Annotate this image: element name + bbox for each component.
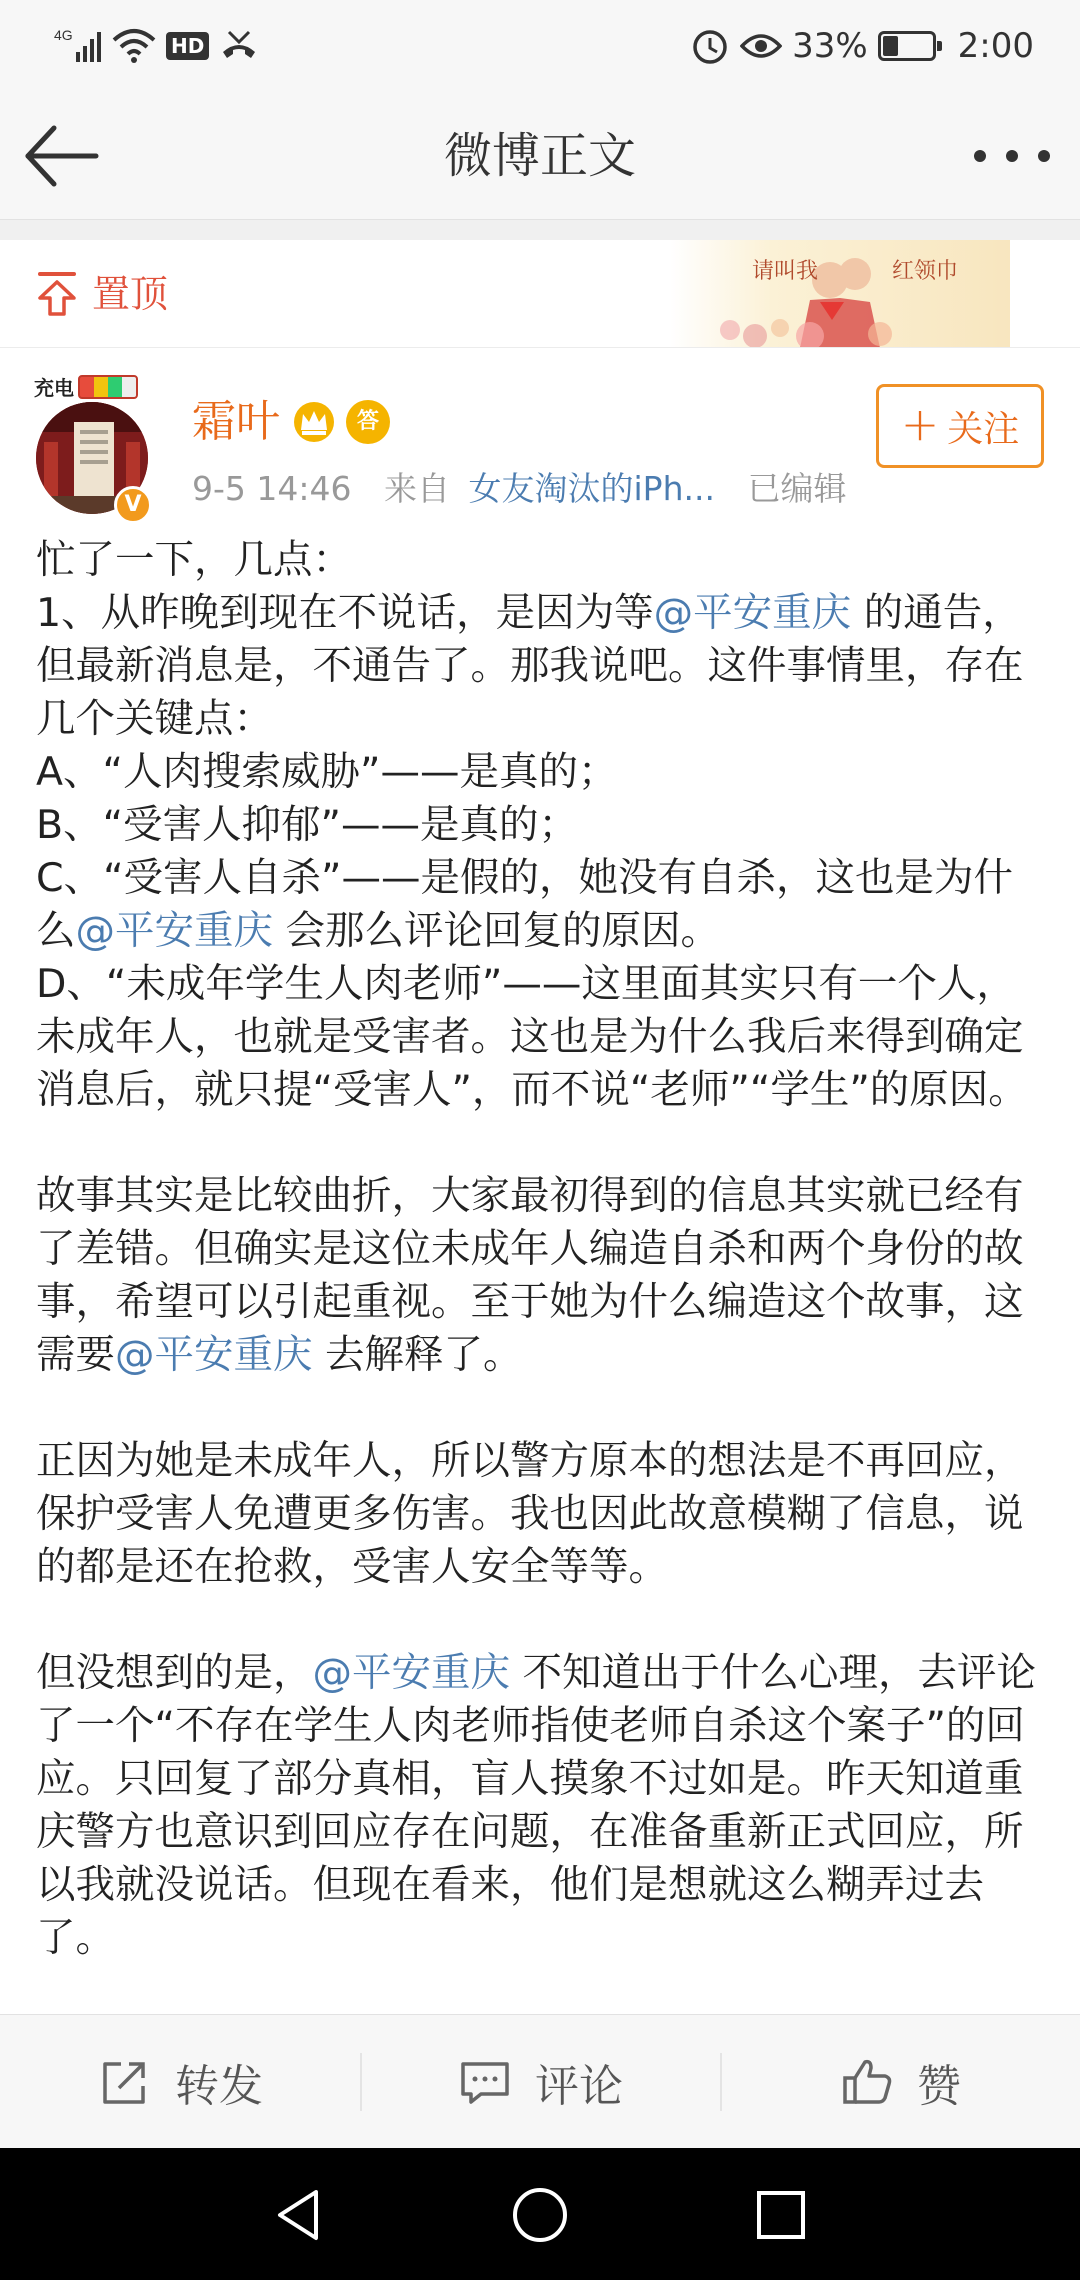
- post-meta: [192, 466, 846, 512]
- post-text: 故事其实是比较曲折，大家最初得到的信息其实就已经有了差错。但确实是这位未成年人编造自杀和两个身份的故事，希望可以引起重视。至于她为什么编造这个故事，这需要: [36, 1173, 1024, 1378]
- post-text: 1、从昨晚到现在不说话，是因为等: [36, 590, 654, 636]
- post-paragraph: [36, 1647, 1046, 1965]
- comment-icon: [457, 2054, 513, 2110]
- banner-text-right: 红领巾: [892, 259, 959, 284]
- answer-badge-icon[interactable]: 答: [346, 400, 390, 444]
- post-text: B、“受害人抑郁”——是真的；: [36, 802, 579, 848]
- action-bar: [0, 2014, 1080, 2148]
- charge-tag: [34, 372, 138, 401]
- post-text: 的通告，但最新消息是，不通告了。那我说吧。这件事情里，存在几个关键点：: [36, 590, 1024, 742]
- nav-home-circle-icon[interactable]: [509, 2184, 571, 2246]
- post-text: 会那么评论回复的原因。: [273, 908, 721, 954]
- post-text: C、“受害人自杀”——是假的，她没有自杀，这也是为什么: [36, 855, 1014, 954]
- verified-badge-icon: V: [114, 486, 152, 524]
- charge-bar-icon: [78, 375, 138, 399]
- author-name[interactable]: 霜叶: [192, 396, 280, 447]
- post-paragraph: [36, 1382, 1046, 1435]
- nav-bar: [0, 92, 1080, 220]
- post-paragraph: [36, 587, 1046, 746]
- post-body: [36, 534, 1046, 2014]
- like-icon: [839, 2054, 895, 2110]
- author-row: [0, 348, 1080, 518]
- mention-link[interactable]: @平安重庆: [75, 908, 273, 954]
- like-label: 赞: [917, 2060, 961, 2112]
- mention-link[interactable]: @平安重庆: [115, 1332, 313, 1378]
- post-text: 但没想到的是，: [36, 1650, 313, 1696]
- status-right: [690, 20, 1034, 72]
- post-text: 去解释了。: [312, 1332, 523, 1378]
- red-scarf-banner: [670, 240, 1010, 348]
- source-prefix: 来自: [384, 469, 450, 508]
- repost-button[interactable]: [0, 2015, 360, 2148]
- pin-top-icon: [36, 270, 78, 316]
- battery-icon: [878, 31, 936, 61]
- post-paragraph: [36, 852, 1046, 958]
- pinned-row[interactable]: [0, 240, 1080, 348]
- status-left: [54, 22, 259, 70]
- page-title: 微博正文: [443, 128, 636, 184]
- crown-badge-icon[interactable]: [292, 400, 336, 444]
- post-paragraph: [36, 1435, 1046, 1594]
- network-type: 4G: [54, 27, 73, 43]
- eye-icon: [740, 30, 782, 62]
- avatar-wrap[interactable]: [34, 372, 154, 517]
- mention-link[interactable]: @平安重庆: [312, 1650, 510, 1696]
- post-text: 正因为她是未成年人，所以警方原本的想法是不再回应，保护受害人免遭更多伤害。我也因此故意模糊了信息，说的都是还在抢救，受害人安全等等。: [36, 1438, 1024, 1590]
- system-nav-bar: [0, 2148, 1080, 2280]
- post-paragraph: [36, 1170, 1046, 1382]
- more-icon[interactable]: [974, 136, 1050, 176]
- post-paragraph: [36, 746, 1046, 799]
- alarm-icon: [690, 26, 730, 66]
- banner-text-left: 请叫我: [752, 259, 819, 284]
- post-paragraph: [36, 799, 1046, 852]
- battery-fill: [883, 36, 899, 56]
- post-paragraph: [36, 958, 1046, 1117]
- edited-label: 已编辑: [747, 469, 847, 508]
- repost-label: 转发: [175, 2060, 263, 2112]
- section-divider: [0, 220, 1080, 240]
- status-time: 2:00: [957, 26, 1034, 66]
- repost-icon: [97, 2054, 153, 2110]
- nav-recent-square-icon[interactable]: [750, 2184, 812, 2246]
- post-text: 不知道出于什么心理，去评论了一个“不存在学生人肉老师指使老师自杀这个案子”的回应。只回复了部分真相，盲人摸象不过如是。昨天知道重庆警方也意识到回应存在问题，在准备重新正式回应，所以我就没说话。但现在看来，他们是想就这么糊弄过去了。: [36, 1650, 1037, 1961]
- post-text: A、“人肉搜索威胁”——是真的；: [36, 749, 618, 795]
- wifi-icon: [112, 28, 156, 64]
- like-button[interactable]: [720, 2015, 1080, 2148]
- post-text: 忙了一下，几点：: [36, 537, 352, 583]
- battery-percent: 33%: [792, 26, 868, 66]
- post-paragraph: [36, 534, 1046, 587]
- plus-icon: +: [900, 397, 940, 451]
- post-paragraph: [36, 1594, 1046, 1647]
- post-time: 9-5 14:46: [192, 469, 352, 508]
- mention-link[interactable]: @平安重庆: [653, 590, 852, 636]
- missed-call-icon: [219, 28, 259, 64]
- hd-badge: HD: [166, 32, 209, 60]
- charge-label: 充电: [34, 376, 74, 400]
- status-bar: [0, 0, 1080, 92]
- comment-label: 评论: [535, 2060, 623, 2112]
- post-paragraph: [36, 1117, 1046, 1170]
- nav-back-triangle-icon[interactable]: [268, 2184, 330, 2246]
- post-text: D、“未成年学生人肉老师”——这里面其实只有一个人，未成年人，也就是受害者。这也是为什么我后来得到确定消息后，就只提“受害人”，而不说“老师”“学生”的原因。: [36, 961, 1028, 1113]
- comment-button[interactable]: [360, 2015, 720, 2148]
- follow-label: 关注: [947, 408, 1020, 450]
- signal-icon: [54, 26, 102, 66]
- follow-button[interactable]: [876, 384, 1044, 468]
- post-source-link[interactable]: 女友淘汰的iPh...: [468, 469, 715, 508]
- pinned-label: 置顶: [92, 272, 169, 316]
